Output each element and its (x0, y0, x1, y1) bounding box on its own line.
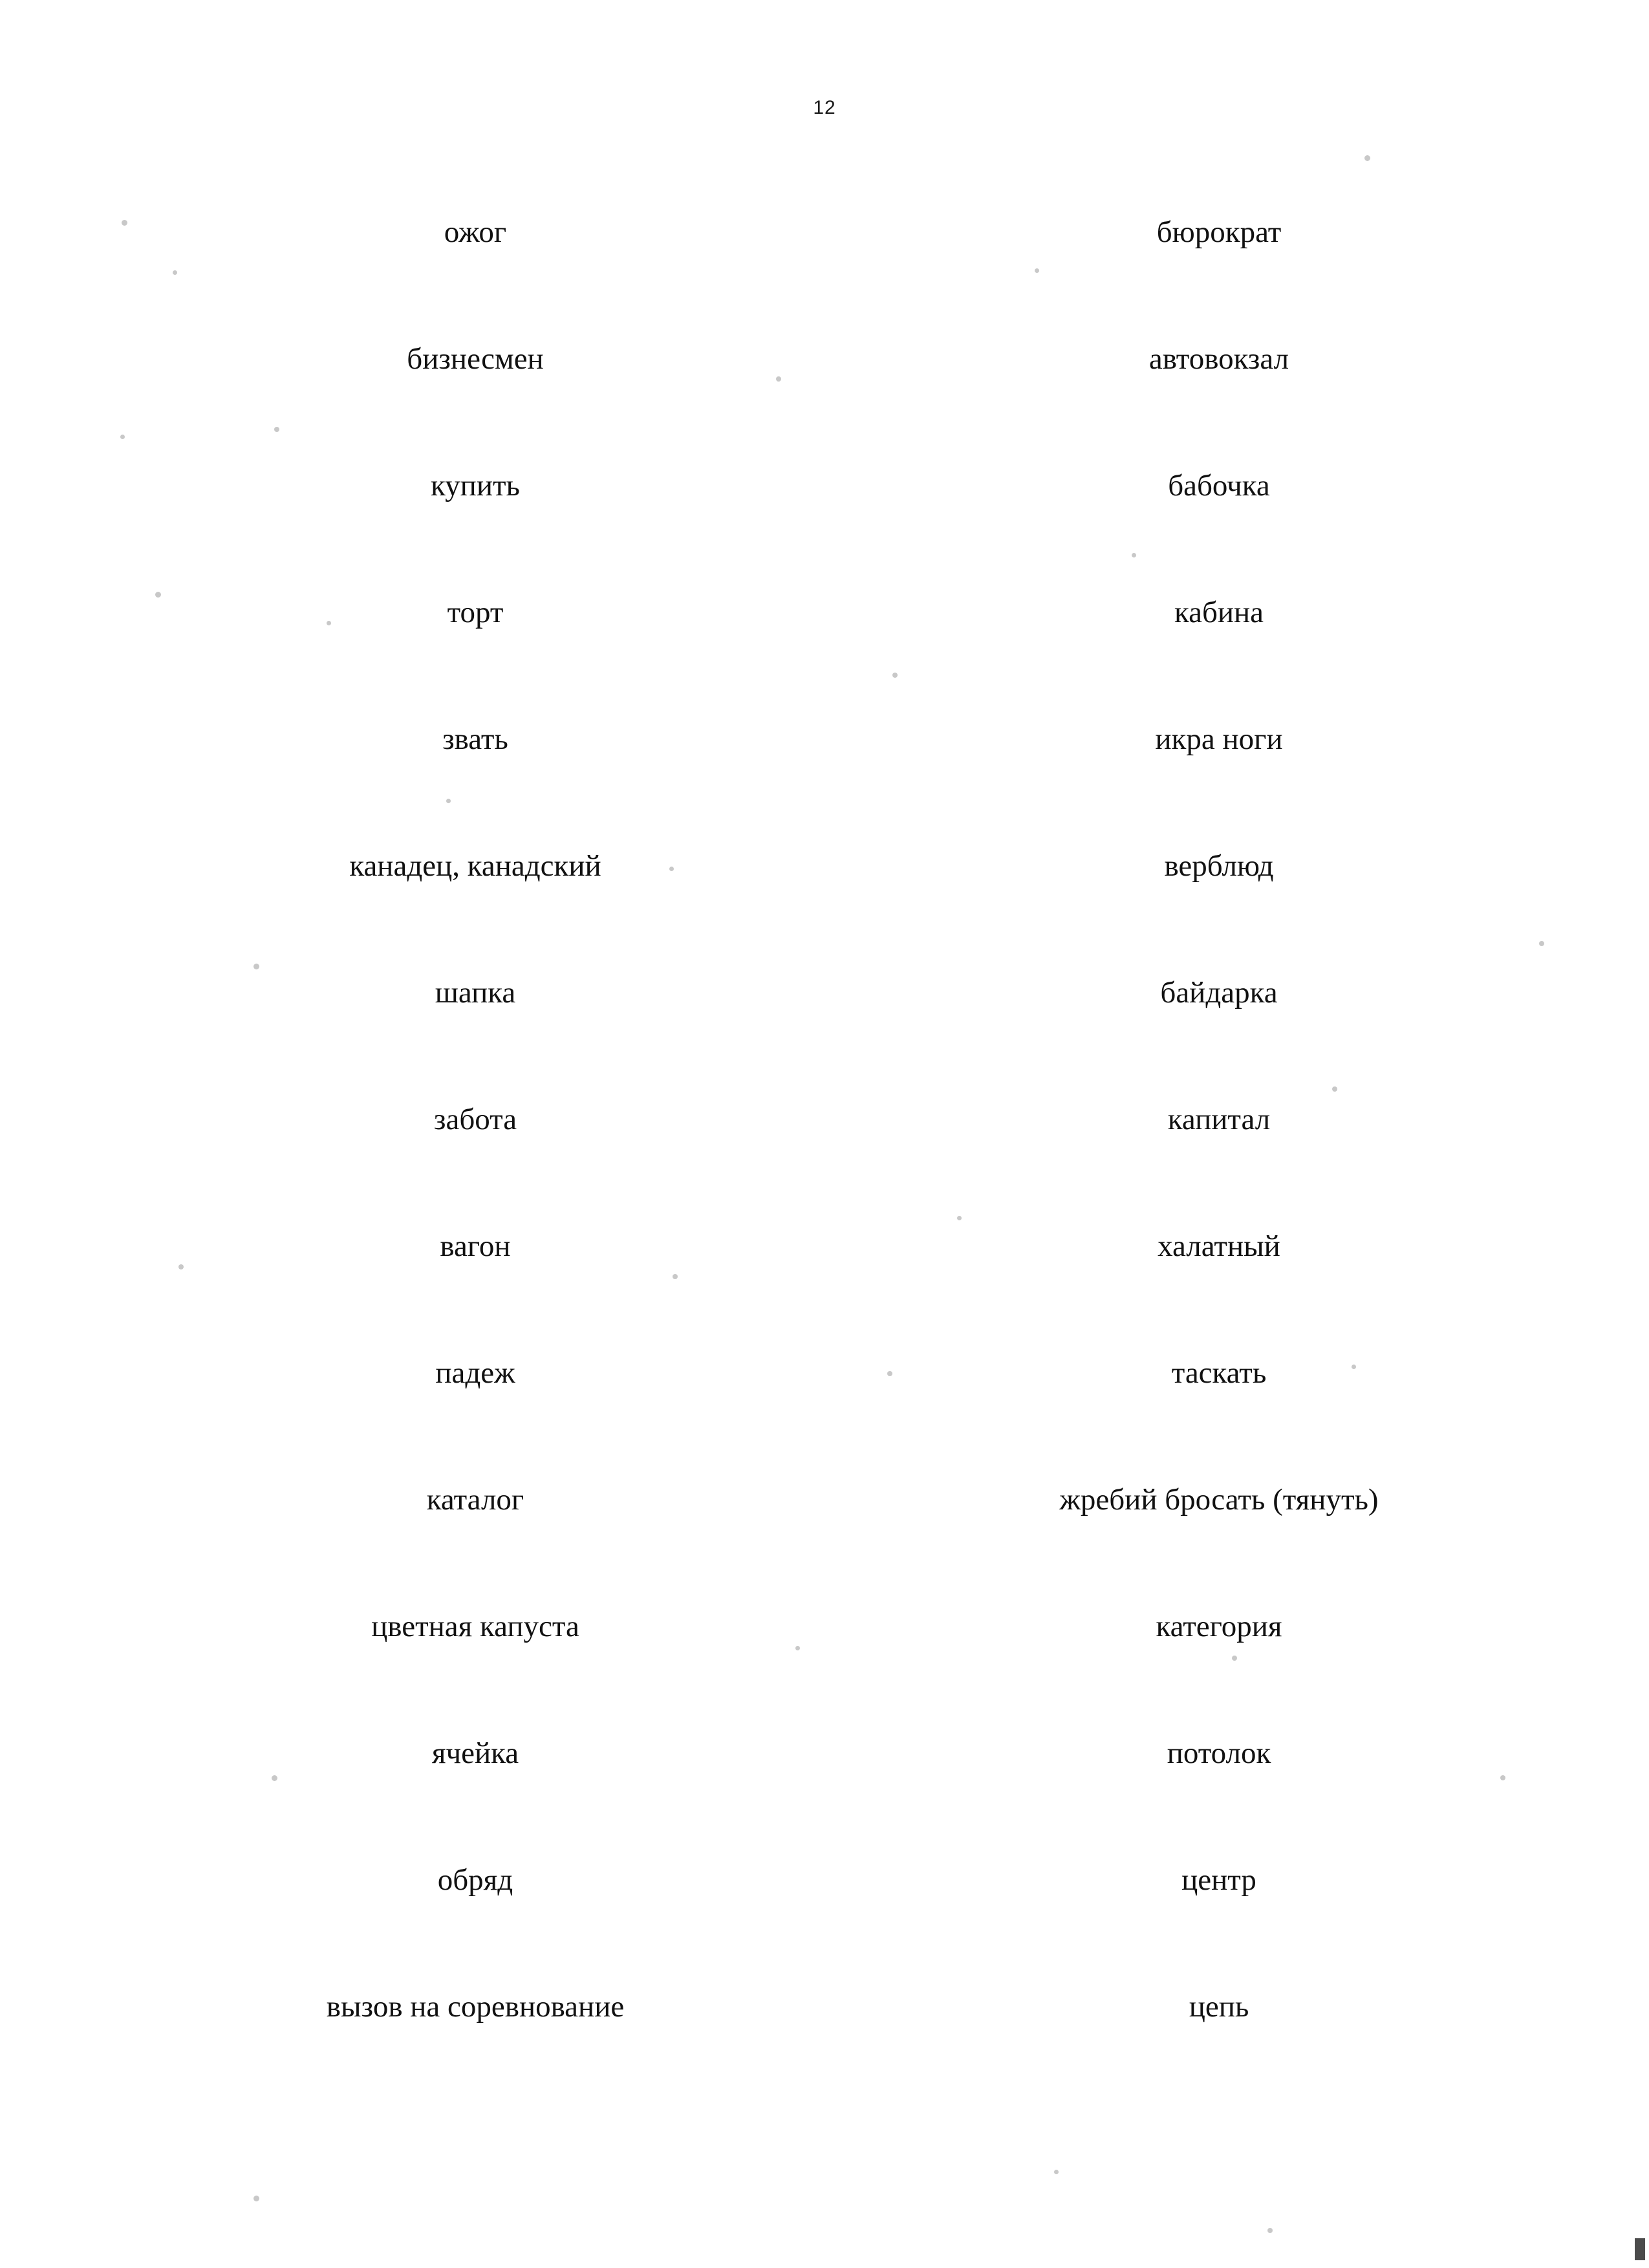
word-cell-right (931, 596, 1649, 630)
word-term: каталог (426, 1483, 524, 1517)
word-cell-left (0, 470, 931, 503)
speckle (1364, 155, 1370, 161)
word-term: категория (1156, 1610, 1282, 1644)
word-cell-left (0, 343, 931, 376)
word-term: цепь (1189, 1990, 1249, 2024)
word-cell-right (931, 1230, 1649, 1264)
word-list (0, 169, 1649, 2071)
word-cell-left (0, 850, 931, 883)
word-term: таскать (1171, 1356, 1267, 1390)
word-term: вызов на соревнование (326, 1990, 625, 2024)
word-term: халатный (1158, 1229, 1280, 1264)
word-term: торт (447, 596, 504, 630)
speckle (1267, 2228, 1273, 2233)
word-term: байдарка (1160, 976, 1278, 1010)
word-term: икра ноги (1155, 722, 1283, 757)
word-term: забота (433, 1103, 517, 1137)
word-cell-left (0, 1357, 931, 1390)
word-cell-right (931, 470, 1649, 503)
word-cell-left (0, 1737, 931, 1771)
word-cell-right (931, 723, 1649, 757)
word-cell-right (931, 1991, 1649, 2024)
word-cell-left (0, 1610, 931, 1644)
word-term: потолок (1167, 1736, 1271, 1771)
word-cell-left (0, 216, 931, 250)
word-row (0, 1944, 1649, 2071)
word-cell-right (931, 1484, 1649, 1517)
word-term: ячейка (431, 1736, 519, 1771)
word-term: кабина (1174, 596, 1264, 630)
word-row (0, 1564, 1649, 1690)
word-cell-left (0, 596, 931, 630)
word-term: обряд (437, 1863, 513, 1897)
word-cell-right (931, 977, 1649, 1010)
word-cell-right (931, 343, 1649, 376)
word-row (0, 803, 1649, 930)
word-cell-left (0, 1230, 931, 1264)
word-cell-right (931, 1737, 1649, 1771)
page-number: 12 (813, 97, 836, 118)
word-term: канадец, канадский (349, 849, 601, 883)
word-term: капитал (1167, 1103, 1271, 1137)
word-cell-right (931, 850, 1649, 883)
word-cell-left (0, 723, 931, 757)
word-cell-left (0, 1103, 931, 1137)
word-term: верблюд (1164, 849, 1274, 883)
word-term: вагон (440, 1229, 511, 1264)
word-term: жребий бросать (тянуть) (1059, 1483, 1379, 1517)
word-term: бизнесмен (407, 342, 544, 376)
word-term: бабочка (1168, 469, 1270, 503)
word-row (0, 1690, 1649, 1817)
word-row (0, 169, 1649, 296)
word-term: шапка (435, 976, 516, 1010)
word-row (0, 1817, 1649, 1944)
word-cell-left (0, 1484, 931, 1517)
word-cell-right (931, 216, 1649, 250)
word-cell-right (931, 1103, 1649, 1137)
word-term: центр (1181, 1863, 1256, 1897)
word-cell-left (0, 1991, 931, 2024)
word-term: ожог (444, 215, 507, 250)
word-row (0, 296, 1649, 423)
word-row (0, 1310, 1649, 1437)
word-term: звать (442, 722, 508, 757)
word-cell-right (931, 1610, 1649, 1644)
word-row (0, 1437, 1649, 1564)
word-row (0, 930, 1649, 1057)
word-row (0, 423, 1649, 550)
word-cell-left (0, 1864, 931, 1897)
word-term: бюрократ (1156, 215, 1282, 250)
scan-edge-mark (1635, 2238, 1645, 2260)
word-cell-right (931, 1357, 1649, 1390)
word-row (0, 1057, 1649, 1183)
word-term: падеж (435, 1356, 515, 1390)
word-row (0, 676, 1649, 803)
word-cell-right (931, 1864, 1649, 1897)
word-term: автовокзал (1148, 342, 1289, 376)
speckle (1054, 2170, 1059, 2174)
word-row (0, 1183, 1649, 1310)
word-cell-left (0, 977, 931, 1010)
speckle (253, 2196, 259, 2201)
word-row (0, 550, 1649, 676)
word-term: цветная капуста (371, 1610, 579, 1644)
word-term: купить (431, 469, 520, 503)
